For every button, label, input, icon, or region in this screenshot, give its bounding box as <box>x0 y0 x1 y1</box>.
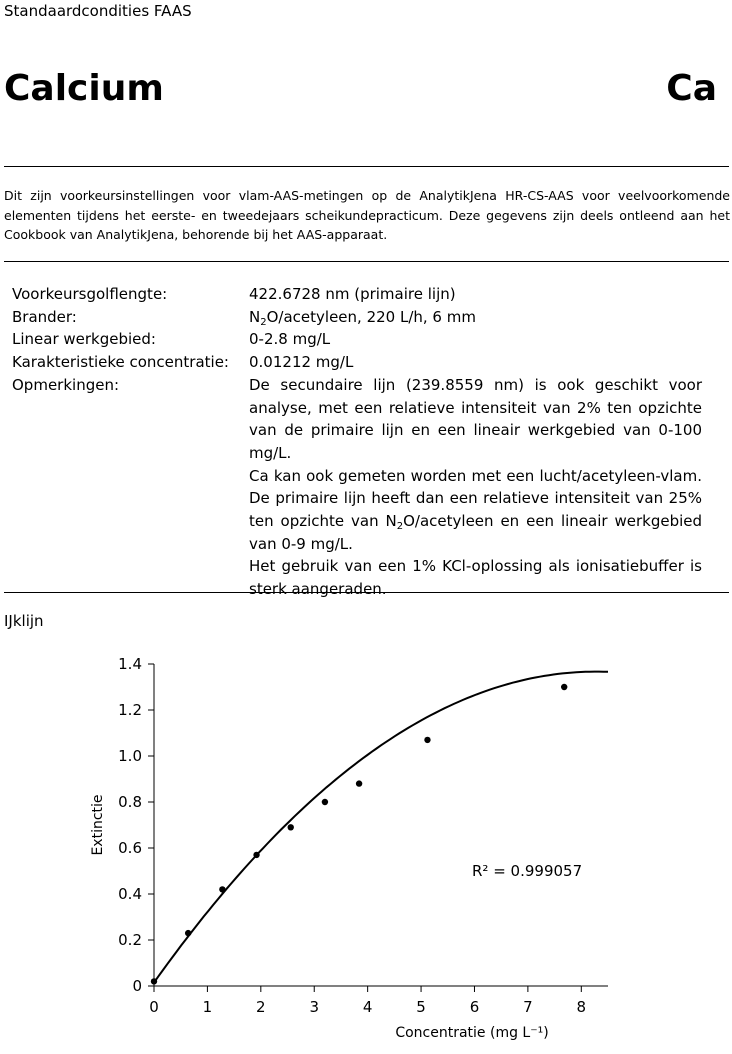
element-name: Calcium <box>4 68 164 109</box>
data-point <box>185 930 191 936</box>
property-value <box>249 374 702 601</box>
property-label: Linear werkgebied: <box>12 330 156 349</box>
x-tick-label: 7 <box>523 998 533 1016</box>
data-point <box>424 737 430 743</box>
data-point <box>322 799 328 805</box>
x-tick-label: 1 <box>202 998 213 1016</box>
property-label: Opmerkingen: <box>12 375 120 394</box>
y-tick-label: 1.4 <box>118 655 142 673</box>
x-tick-label: 3 <box>309 998 320 1016</box>
property-value: $N_2O$/acetyleen, 220 L/h, 6 mm <box>249 307 476 328</box>
property-label: Brander: <box>12 307 77 326</box>
remark-paragraph: De secundaire lijn (239.8559 nm) is ook geschikt voor analyse, met een relatieve intensiteit van 2% ten opzichte van de primaire lijn en een lineair werkgebied van 0-100 mg/L. <box>249 375 702 462</box>
element-symbol: Ca <box>666 68 717 109</box>
x-tick-label: 4 <box>362 998 373 1016</box>
remark-paragraph: Het gebruik van een 1% KCl-oplossing als ionisatiebuffer is sterk aangeraden. <box>249 557 702 599</box>
y-tick-label: 0 <box>132 977 142 995</box>
x-tick-label: 8 <box>576 998 587 1016</box>
divider-intro <box>4 261 729 262</box>
x-tick-label: 5 <box>416 998 426 1016</box>
remark-paragraph: Ca kan ook gemeten worden met een lucht/acetyleen-vlam. De primaire lijn heeft dan een relatieve intensiteit van 25% ten opzichte van $N_2O$/acetyleen en een lineair werkgebied van 0-9 mg/L. <box>249 466 703 553</box>
data-point <box>356 780 362 786</box>
intro-paragraph: Dit zijn voorkeursinstellingen voor vlam-AAS-metingen op de AnalytikJena HR-CS-AAS voor veelvoorkomende elementen tijdens het eerste- en tweedejaars scheikundepracticum. Deze gegevens zijn deels ontleend aan het Cookbook van AnalytikJena, behorende bij het AAS-apparaat. <box>4 188 730 242</box>
x-tick-label: 2 <box>256 998 266 1016</box>
divider-properties <box>4 592 729 593</box>
property-label: Voorkeursgolflengte: <box>12 285 168 303</box>
calibration-chart <box>0 640 732 1050</box>
section-title: IJklijn <box>4 612 44 630</box>
property-value: 0-2.8 mg/L <box>249 330 331 349</box>
data-point <box>561 684 567 690</box>
y-tick-label: 0.2 <box>118 931 142 949</box>
property-label: Karakteristieke concentratie: <box>12 353 229 372</box>
page-header: Standaardcondities FAAS <box>4 2 192 20</box>
fit-curve <box>154 672 608 983</box>
data-point <box>288 824 294 830</box>
property-value: 422.6728 nm (primaire lijn) <box>249 285 456 303</box>
r-squared-annotation: R² = 0.999057 <box>472 862 583 880</box>
y-tick-label: 1.2 <box>118 701 142 719</box>
y-tick-label: 0.6 <box>118 839 142 857</box>
properties-table <box>12 283 702 601</box>
divider-top <box>4 166 729 167</box>
y-tick-label: 1.0 <box>118 747 142 765</box>
x-axis-label: Concentratie (mg L⁻¹) <box>395 1025 549 1041</box>
data-point <box>253 852 259 858</box>
y-tick-label: 0.4 <box>118 885 142 903</box>
x-tick-label: 0 <box>149 998 159 1016</box>
data-point <box>151 978 157 984</box>
data-point <box>219 886 225 892</box>
y-axis-label: Extinctie <box>90 794 106 856</box>
x-tick-label: 6 <box>469 998 480 1016</box>
property-value: 0.01212 mg/L <box>249 353 354 372</box>
y-tick-label: 0.8 <box>118 793 142 811</box>
